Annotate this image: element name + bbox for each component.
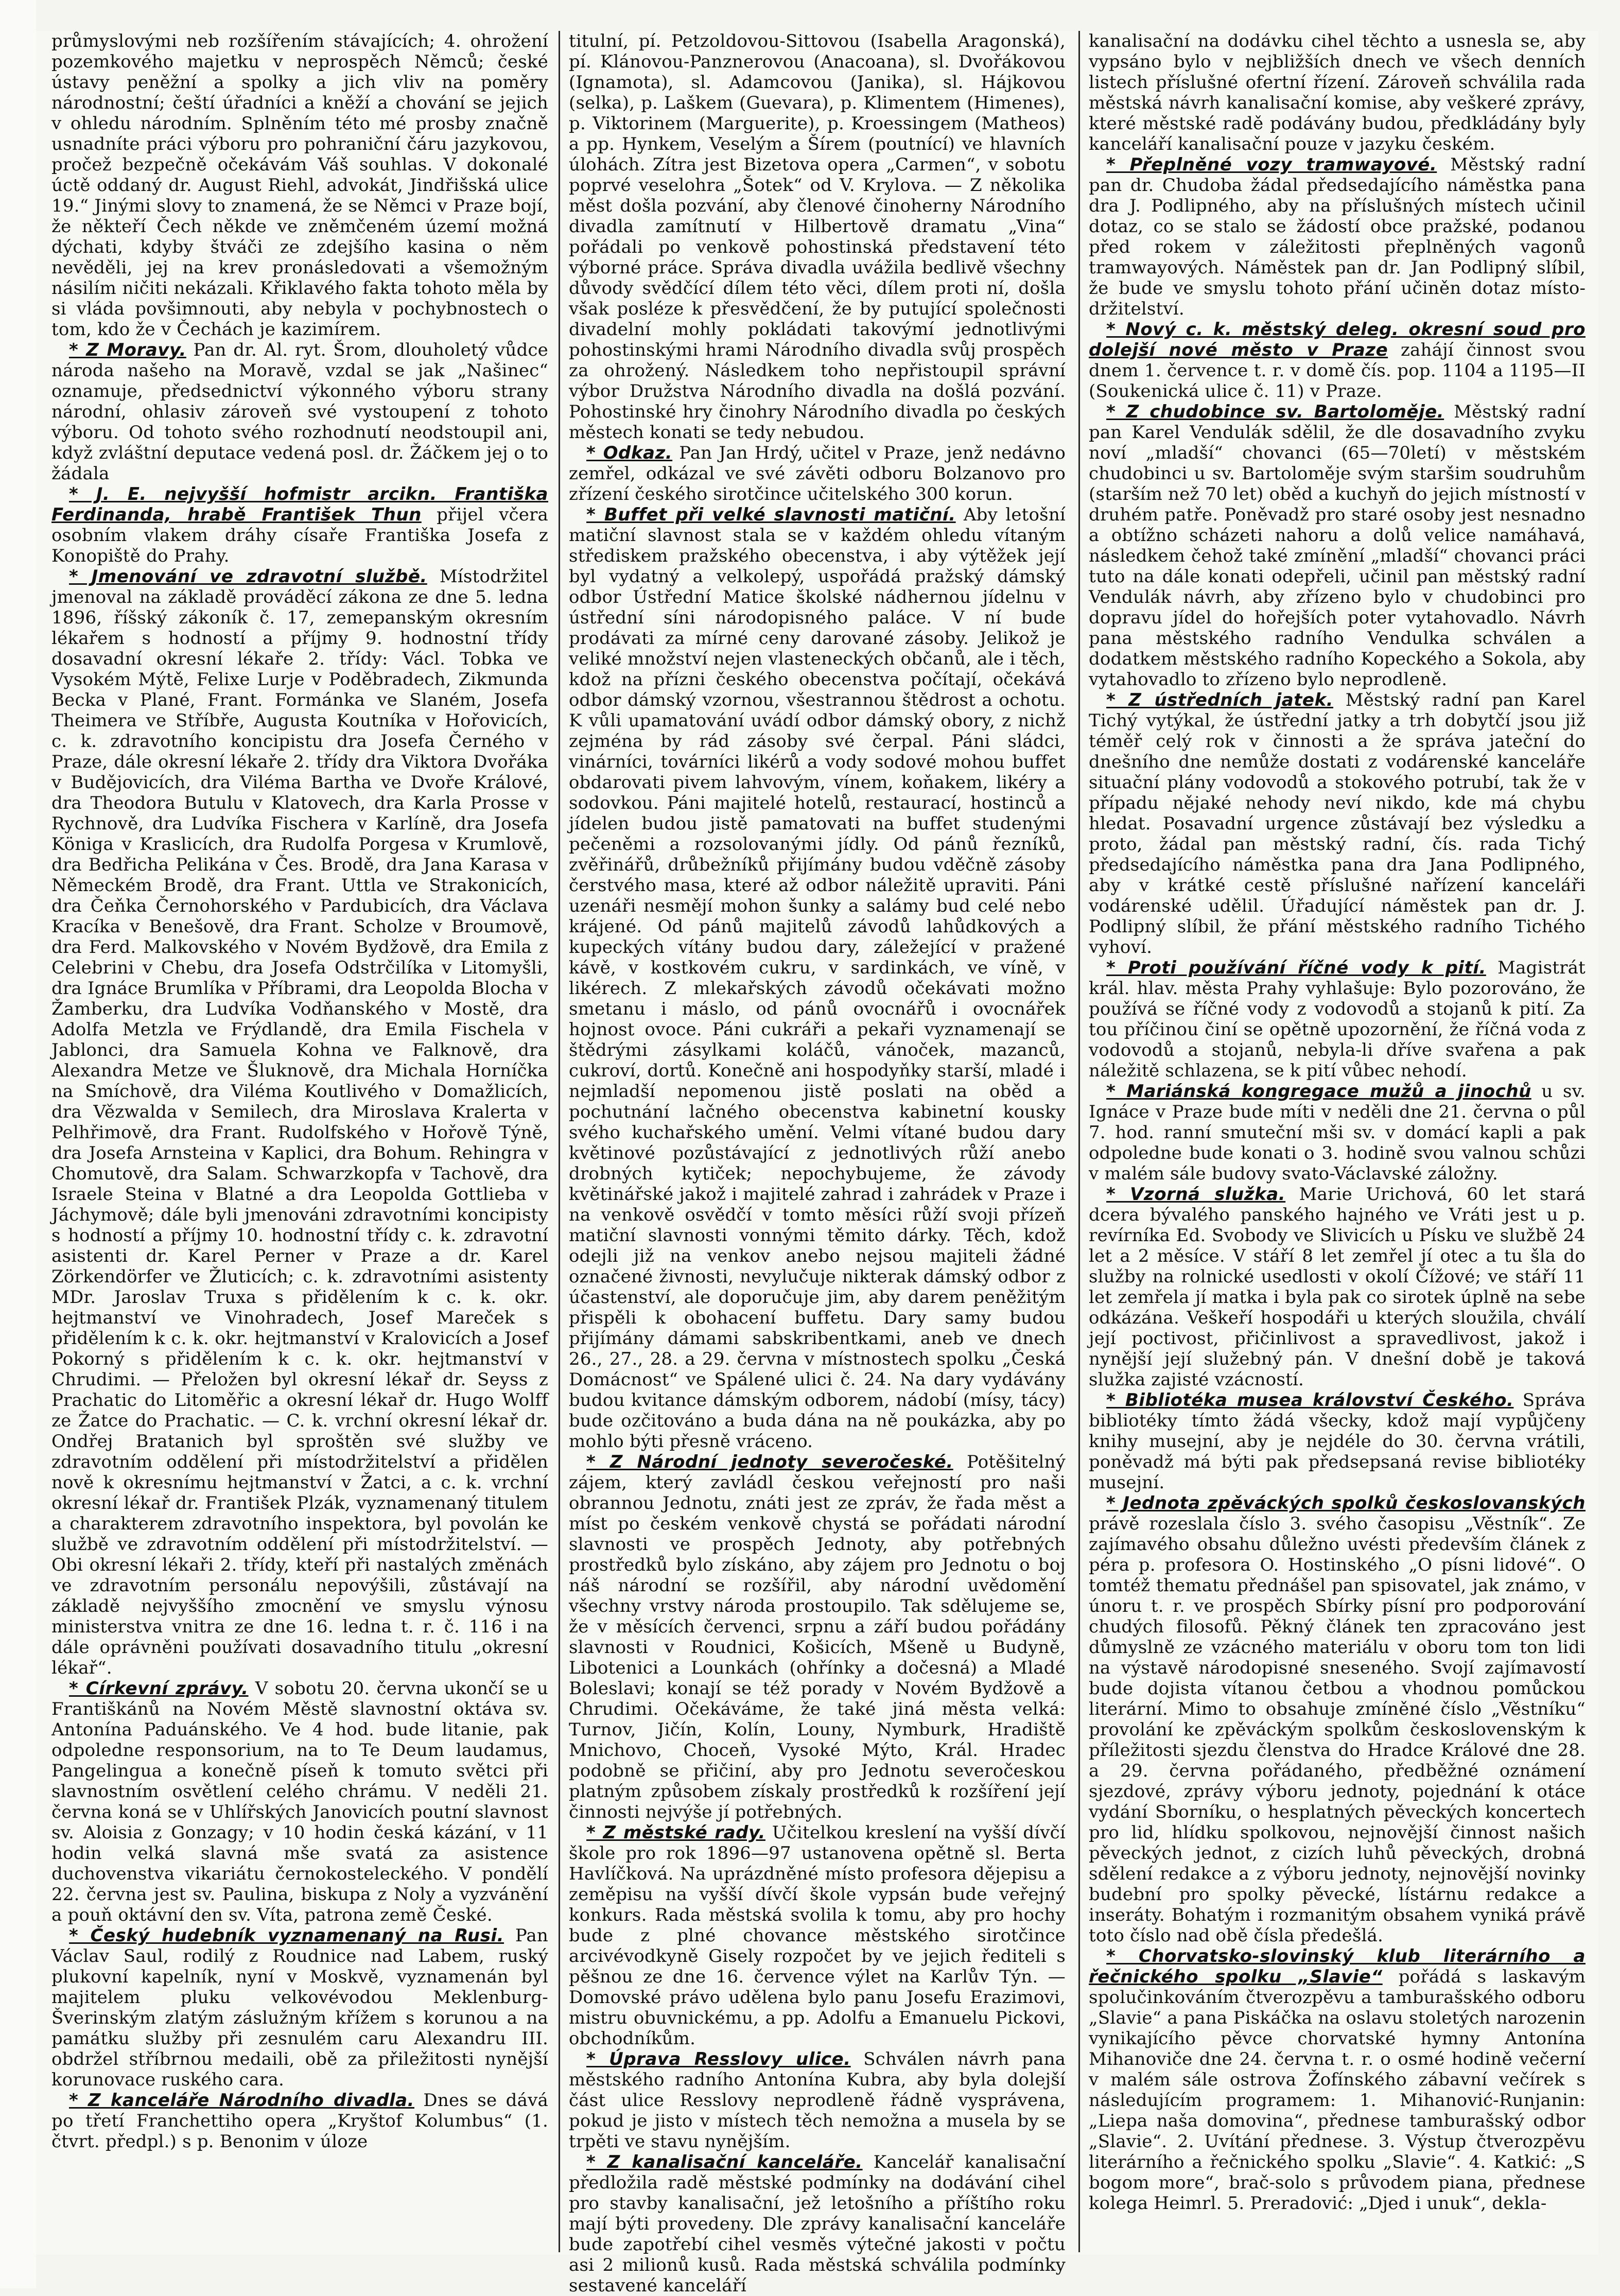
article-heading: * Jednota zpěváckých spolků českoslovanských xyxy=(1106,1493,1586,1514)
article-text: Pan dr. Al. ryt. Šrom, dlouholetý vůdce národa našeho na Moravě, vzdal se jak „Našinec“ oznamuje, předsednictví výkonného výboru strany národní, ohlasiv zároveň své vystoupení z tohoto výboru. Od tohoto svého rozhodnutí neodstoupil ani, když zvláštní deputace vedená posl. dr. Žáčkem jej o to žádala xyxy=(51,340,548,484)
article-paragraph xyxy=(569,2152,1066,2296)
article-paragraph xyxy=(569,2049,1066,2152)
article-paragraph xyxy=(1089,690,1586,958)
article-heading: * Z ústředních jatek. xyxy=(1106,690,1334,710)
article-paragraph xyxy=(51,2090,548,2152)
article-paragraph xyxy=(1089,402,1586,690)
article-heading: * Vzorná služka. xyxy=(1106,1184,1286,1205)
article-paragraph xyxy=(569,1452,1066,1822)
article-paragraph xyxy=(51,1678,548,1925)
article-paragraph xyxy=(1089,1184,1586,1390)
article-heading: * Odkaz. xyxy=(586,443,673,463)
article-heading: * Z kanceláře Národního divadla. xyxy=(69,2090,414,2111)
article-paragraph xyxy=(51,31,548,340)
article-text: Městský radní pan dr. Chudoba žádal předsedajícího náměstka pana dra J. Podlipného, aby na příslušných místech učinil dotaz, co se stalo se žádostí obce pražské, podanou před rokem v záležitosti přeplněných vagonů tramwayových. Náměstek pan dr. Jan Podlipný slíbil, že bude ve smyslu tohoto přání učiněn dotaz místodržitelství. xyxy=(1089,154,1586,319)
article-heading: * Z chudobince sv. Bartoloměje. xyxy=(1106,402,1444,422)
article-text: Marie Urichová, 60 let stará dcera bývalého panského hajného ve Vráti jest u p. revírníka Ed. Svobody ve Slivicích u Písku ve službě 24 let a 2 měsíce. V stáří 8 let zemřel jí otec a tu šla do služby na rolnické usedlosti v okolí Čížové; ve stáří 11 let zemřela jí matka i byla pak co sirotek úplně na sebe odkázána. Veškeří hospodáři u kterých sloužila, chválí její poctivost, přičinlivost a spravedlivost, jakož i nynější její služebný pán. V dnešní době je taková služka zajisté vzácností. xyxy=(1089,1184,1586,1390)
article-text: Městský radní pan Karel Vendulák sdělil, že dle dosavadního zvyku noví „mladší“ chovanci (65—70letí) v městském chudobinci u sv. Bartoloměje svým staršim soudruhům (starším než 70 let) oběd a kuchyň do jejich místností v druhém patře. Poněvadž pro staré osoby jest nesnadno a obtížno scházeti nahoru a dolů velice namáhavá, následkem čehož také zmínění „mladší“ chovanci práci tuto na dále konati odepřeli, učinil pan městský radní Vendulák návrh, aby zřízeno bylo v chudobinci pro dopravu jídel do hořejších poter vytahovadlo. Návrh pana městského radního Vendulka schválen a dodatkem městského radního Kopeckého a Sokola, aby vytahovadlo to zřízeno bylo neprodleně. xyxy=(1089,402,1586,690)
column-3 xyxy=(1089,31,1586,2250)
article-heading: * Z městské rady. xyxy=(586,1822,765,1843)
article-heading: * Proti používání říčné vody k pití. xyxy=(1106,958,1486,978)
article-paragraph xyxy=(1089,319,1586,402)
article-text: Pan Jan Hrdý, učitel v Praze, jenž nedávno zemřel, odkázal ve své závěti odboru Bolzanovo pro zřízení českého sirotčince učitelského 300 korun. xyxy=(569,443,1066,505)
article-text: Dnes se dává po třetí Franchettiho opera „Kryštof Kolumbus“ (1. čtvrt. předpl.) s p. Benonim v úloze xyxy=(51,2090,548,2152)
article-text: Učitelkou kreslení na vyšší dívčí škole pro rok 1896—97 ustanovena opětně sl. Berta Havlíčková. Na uprázdněné místo profesora dějepisu a zeměpisu na vyšší dívčí škole vypsán bude veřejný konkurs. Rada městská svolila k tomu, aby pro hochy bude z plné chovance městského sirotčince arcivévodkyně Gisely rozpočet by ve jejich řediteli s pěšnou ze dne 16. července výlet na Karlův Týn. — Domovské právo udělena bylo panu Josefu Erazimovi, mistru obuvnickému, a pp. Adolfu a Emanuelu Pickovi, obchodníkům. xyxy=(569,1822,1066,2049)
article-heading: * Mariánská kongregace mužů a jinochů xyxy=(1106,1081,1531,1102)
article-heading: * J. E. nejvyšší hofmistr arcikn. Františka Ferdinanda, hrabě František Thun xyxy=(51,484,548,525)
article-text: kanalisační na dodávku cihel těchto a usnesla se, aby vypsáno bylo v nejbližších dnech ve všech denních listech příslušné ofertní řízení. Zároveň schválila rada městská návrh kanalisační komise, aby veškeré zprávy, které městské radě podávány budou, předkládány byly kanceláří kanalisační pouze v jazyku českém. xyxy=(1089,31,1586,154)
article-heading: * Český hudebník vyznamenaný na Rusi. xyxy=(69,1925,504,1946)
article-heading: * Jmenování ve zdravotní službě. xyxy=(69,566,427,587)
article-text: Pan Václav Saul, rodilý z Roudnice nad Labem, ruský plukovní kapelník, nyní v Moskvě, vyznamenán byl majitelem pluku velkovévodou Meklenburg-Šverinským zlatým záslužným křížem s korunou a na památku služby při zesnulém caru Alexandru III. obdržel stříbrnou medaili, obě za přiležitosti nynější korunovace ruského cara. xyxy=(51,1925,548,2090)
article-text: zahájí činnost svou dnem 1. července t. r. v domě čís. pop. 1104 a 1195—II (Soukenická ulice č. 11) v Praze. xyxy=(1089,340,1586,402)
article-paragraph xyxy=(569,443,1066,505)
article-text: přijel včera osobním vlakem dráhy císaře Františka Josefa z Konopiště do Prahy. xyxy=(51,505,548,566)
article-text: V sobotu 20. června ukončí se u Františkánů na Novém Městě slavnostní oktáva sv. Antonína Paduánského. Ve 4 hod. bude litanie, pak odpoledne responsorium, na to Te Deum laudamus, Pangelingua a konečně píseň k tomuto světci při slavnostním osvětlení celého chrámu. V neděli 21. června koná se v Uhlířských Janovicích poutní slavnost sv. Aloisia z Gonzagy; v 10 hodin česká kázání, v 11 hodin velká slavná mše svatá za asistence duchovenstva vikariátu černokosteleckého. V pondělí 22. června jest sv. Paulina, biskupa z Noly a vyzvánění a pouň oktávní den sv. Víta, patrona země České. xyxy=(51,1678,548,1925)
article-text: průmyslovými neb rozšířením stávajících; 4. ohrožení pozemkového majetku v neprospěch Němců; české ústavy peněžní a spolky a jich vliv na poměry národnostní; čeští úřadníci a kněží a chování se jejich v ohledu národním. Splněním této mé prosby značně usnadníte práci výboru pro pohraniční čáru jazykovou, pročež bezpečně očekávám Váš souhlas. V dokonalé úctě oddaný dr. August Riehl, advokát, Jindřišská ulice 19.“ Jinými slovy to znamená, že se Němci v Praze bojí, že někteří Čech někde ve zněmčeném území možná dýchati, kdyby štváči ze zdejšího kasina o něm nevěděli, jej na krev pronásledovati a všemožným násilím ničiti nekázali. Křiklavého fakta tohoto měla by si vláda povšimnouti, aby nebyla v pochybnostech o tom, kdo že v Čechách je kazimírem. xyxy=(51,31,548,340)
newspaper-page xyxy=(36,31,1598,2296)
column-rule xyxy=(559,31,560,2252)
article-paragraph xyxy=(1089,1493,1586,1946)
article-heading: * Přeplněné vozy tramwayové. xyxy=(1106,154,1437,175)
article-paragraph xyxy=(1089,1081,1586,1184)
article-text: Aby letošní matiční slavnost stala se v každém ohledu vítaným střediskem pražského obecenstva, i aby výtěžek její byl vydatný a velkolepý, uspořádá pražský dámský odbor Ústřední Matice školské nádhernou jídelnu v ústřední síni národopisného paláce. V ní bude prodávati za mírné ceny darované zásoby. Jelikož je veliké množství nejen vlasteneckých občanů, ale i těch, kdož na přízni českého obecenstva počítají, očekává odbor dámský vzornou, všestrannou štědrost a ochotu. K vůli upamatování uvádí odbor dámský obory, z nichž zejména by rád zásoby své čerpal. Páni sládci, vinárníci, továrníci likérů a vody sodové mohou buffet obdarovati pivem lahvovým, vínem, koňakem, likéry a sodovkou. Páni majitelé hotelů, restaurací, hostinců a jídelen budou jistě pamatovati na buffet studenými pečeněmi a rozsolovanými jídly. Od pánů řezníků, zvěřinářů, drůbežníků přijímány budou vděčně zásoby čerstvého masa, které až odbor náležitě upraviti. Páni uzenáři nesmějí mohon šunky a salámy bud celé nebo krájené. Od pánů majitelů závodů lahůdkových a kupeckých vítány budou dary, záležející v pražené kávě, v kostkovém cukru, v sardinkách, ve víně, v likérech. Z mlekařských závodů očekávati možno smetanu i máslo, od pánů ovocnářů i ovocnářek hojnost ovoce. Páni cukráři a pekaři vyznamenají se štědrými zásylkami koláčů, vánoček, mazanců, cukroví, dortů. Konečně ani hospodyňky starší, mladé i nejmladší nepomenou jistě poslati na oběd a pochutnání lačného obecenstva kabinetní kousky svého kuchařského umění. Velmi vítané budou dary květinové pozůstávající z jednotlivých růží anebo drobných kytiček; nepochybujeme, že závody květinářské jakož i majitelé zahrad i zahrádek v Praze i na venkově osvědčí v tomto měsíci růží svoji přízeň matiční slavnosti vonnými těmito dárky. Těch, kdož odejli již na venkov anebo nejsou majiteli žádné označené živnosti, nevylučuje nikterak dámský odbor z účastenství, ale doporučuje jim, aby darem peněžitým přispěli k obohacení buffetu. Dary samy budou přijímány dámami sabskribentkami, aneb ve dnech 26., 27., 28. a 29. června v místnostech spolku „Česká Domácnost“ ve Spálené ulici č. 24. Na dary vydávány budou kvitance dámským odborem, nádobí (mísy, tácy) bude ozčitováno a buda dána na ně poukázka, aby po mohlo býti přesně vráceno. xyxy=(569,505,1066,1452)
article-heading: * Z kanalisační kanceláře. xyxy=(586,2152,863,2172)
article-heading: * Úprava Resslovy ulice. xyxy=(586,2049,851,2069)
article-paragraph xyxy=(569,505,1066,1452)
column-1 xyxy=(51,31,548,2250)
article-heading: * Z Moravy. xyxy=(69,340,186,360)
article-text: titulní, pí. Petzoldovou-Sittovou (Isabella Aragonská), pí. Klánovou-Panznerovou (Anacoana), sl. Dvořákovou (Ignamota), sl. Adamcovou (Janika), sl. Hájkovou (selka), p. Laškem (Guevara), p. Klimentem (Himenes), p. Viktorinem (Marguerite), p. Kroessingem (Matheos) a pp. Hynkem, Veselým a Šírem (poutnící) ve hlavních úlohách. Zítra jest Bizetova opera „Carmen“, v sobotu poprvé veselohra „Šotek“ od V. Krylova. — Z několika měst došla pozvání, aby členové činoherny Národního divadla zamítnutí v Hilbertově dramatu „Vina“ pořádali po venkově pohostinská představení této výborné práce. Správa divadla uvážila bedlivě všechny důvody svědčící dílem této věci, dílem proti ní, došla však posléze k přesvědčení, že by putující společnosti divadelní mohly pokládati takovýmí jednotlivými pohostinskými hrami Národního divadla svůj prospěch za ohrožený. Následkem toho nepřistoupil správní výbor Družstva Národního divadla na došlá pozvání. Pohostinské hry činohry Národního divadla po českých městech konati se tedy nebudou. xyxy=(569,31,1066,443)
article-text: Magistrát král. hlav. města Prahy vyhlašuje: Bylo pozorováno, že používá se říčné vody z vodovodů a stojanů k pití. Za tou příčinou činí se opětně upozornění, že říčná voda z vodovodů a stojanů, nebyla-li dříve svařena a pak náležitě schlazena, se k pití vůbec nehodí. xyxy=(1089,958,1586,1081)
article-text: Schválen návrh pana městského radního Antonína Kubra, aby byla dolejší část ulice Resslovy neprodleně řádně vysprávena, pokud je jisto v místech těch nemožna a musela by se trpěti ve stavu nynějším. xyxy=(569,2049,1066,2152)
article-text: Kancelář kanalisační předložila radě městské podmínky na dodávání cihel pro stavby kanalisační, jež letošního a příštího roku mají býti provedeny. Dle zprávy kanalisační kanceláře bude zapotřebí cihel vesměs výtečné jakosti v počtu asi 2 milionů kusů. Rada městská schválila podmínky sestavené kanceláří xyxy=(569,2152,1066,2296)
article-text: právě rozeslala číslo 3. svého časopisu „Věstník“. Ze zajímavého obsahu důležno uvésti především článek z péra p. profesora O. Hostinského „O písni lidové“. O tomtéž thematu přednášel pan spisovatel, jak známo, v únoru t. r. ve prospěch Sbírky písní pro podporování chudých filosofů. Pěkný článek ten zpracováno jest důmyslně ze vzácného materiálu v oboru tom ton lidi na výstavě národopisné snesenéhо. Svojí zajímavostí bude dojista vítanou četbou a vhodnou pomůckou literární. Mimo to obsahuje zmíněné číslo „Věstníku“ provolání ke zpěváckým spolkům československým k příležitosti sjezdu členstva do Hradce Králové dne 28. a 29. června pořádaného, předběžné oznámení sjezdové, zprávy výboru jednoty, pojednání k otáce vydání Sborníku, o hesplatných pěveckých koncertech pro lid, hlídku spolkovou, nejnovější činnost našich pěveckých jednot, z cizích luhů pěveckých, drobná sdělení redakce a z výboru jednoty, nejnovější novinky budební pro spolky pěvecké, lístárnu redakce a inseráty. Bohatým i rozmanitým obsahem vyniká právě toto číslo nad obě čísla předešlá. xyxy=(1089,1514,1586,1946)
article-text: Potěšitelný zájem, který zavládl českou veřejností pro naši obrannou Jednotu, znáti jest ze zpráv, že řada měst a míst po českém venkově chystá se pořádati národní slavnosti ve prospěch Jednoty, aby potřebných prostředků bylo získáno, aby zájem pro Jednotu o boj náš národní se rozšířil, aby národní uvědomění všechny vrstvy národa prostoupilo. Tak sdělujeme se, že v měsících červenci, srpnu a září budou pořádány slavnosti v Roudnici, Košicích, Mšeně u Budyně, Libotenici a Lounkách (ohřínky a dočesná) a Mladé Boleslavi; konají se též porady v Novém Bydžově a Chrudimi. Očekáváme, že také jiná města velká: Turnov, Jičín, Kolín, Louny, Nymburk, Hradiště Mnichovo, Choceň, Vysoké Mýto, Král. Hradec podobně se přičiní, aby pro Jednotu severočeskou platným způsobem získaly prostředků k rozšíření její činnosti nejvýše jí potřebných. xyxy=(569,1452,1066,1822)
article-paragraph xyxy=(1089,1946,1586,2214)
article-paragraph xyxy=(569,31,1066,443)
article-heading: * Chorvatsko-slovinský klub literárního a řečnického spolku „Slavie“ xyxy=(1089,1946,1586,1987)
article-heading: * Buffet při velké slavnosti matiční. xyxy=(586,505,956,525)
article-paragraph xyxy=(51,484,548,566)
article-text: pořádá s laskavým spolučinkováním čtverozpěvu a tamburašského odboru „Slavie“ a pana Piskáčka na oslavu stoletých narozenin vynikajícího pěvce chorvatské hymny Antonína Mihanoviče dne 24. června t. r. o osmé hodině večerní v malém sále ostrova Žofínského zábavní večírek s následujícím programem: 1. Mihanović-Runjanin: „Liepa naša domovina“, přednese tamburašský odbor „Slavie“. 2. Uvítání přednese. 3. Výstup čtverozpěvu literárního a řečnického spolku „Slavie“. 4. Katkić: „S bogom more“, brač-solo s průvodem piana, přednese kolega Heimrl. 5. Preradović: „Djed i unuk“, dekla- xyxy=(1089,1967,1586,2214)
article-paragraph xyxy=(1089,154,1586,319)
article-paragraph xyxy=(51,340,548,484)
article-heading: * Bibliotéka musea království Českého. xyxy=(1106,1390,1514,1411)
article-paragraph xyxy=(1089,1390,1586,1493)
article-paragraph xyxy=(1089,958,1586,1081)
article-heading: * Nový c. k. městský deleg. okresní soud pro dolejší nové město v Praze xyxy=(1089,319,1586,360)
article-heading: * Církevní zprávy. xyxy=(69,1678,249,1699)
page-margin xyxy=(0,0,36,2288)
article-paragraph xyxy=(569,1822,1066,2049)
article-paragraph xyxy=(51,566,548,1678)
article-text: Správa bibliotéky tímto žádá všecky, kdož mají vypůjčeny knihy musejní, aby je nejdéle do 30. června vrátili, poněvadž má býti pak předsepsaná revise bibliotéky musejní. xyxy=(1089,1390,1586,1493)
article-text: Městský radní pan Karel Tichý vytýkal, že ústřední jatky a trh dobytčí jsou již téměř celý rok v činnosti a že správa jateční do dnešního dne nemůže dostati z vodárenské kanceláře situační plány vodovodů a stokového potrubí, tak že v případu nějaké nehody neví nikdo, kde má chybu hledat. Posavadní urgence zůstávají bez výsledku a proto, žádal pan městský radní, čís. rada Tichý předsedajícího náměstka pana dra Jana Podlipného, aby v krátké cestě příslušné nařízení kanceláři vodárenské udělil. Úřadující náměstek pan dr. J. Podlipný slíbil, že přání městského radního Tichého vyhoví. xyxy=(1089,690,1586,958)
article-paragraph xyxy=(1089,31,1586,154)
column-2 xyxy=(569,31,1066,2296)
article-heading: * Z Národní jednoty severočeské. xyxy=(586,1452,953,1472)
article-text: u sv. Ignáce v Praze bude míti v neděli dne 21. června o půl 7. hod. ranní smuteční mši sv. v domácí kapli a pak odpoledne bude konati o 3. hodině svou valnou schůzi v malém sále budovy svato-Václavské záložny. xyxy=(1089,1081,1586,1184)
article-text: Místodržitel jmenoval na základě prováděcí zákona ze dne 5. ledna 1896, říšský zákoník č. 17, zemepanským okresním lékařem s hodností a příjmy 9. hodnostní třídy dosavadní okresní lékaře 2. třídy: Václ. Tobka ve Vysokém Mýtě, Felixe Lurje v Poděbradech, Zikmunda Becka v Plané, Frant. Formánka ve Slaném, Josefa Theimera ve Stříbře, Augusta Koutníka v Hořovicích, c. k. zdravotního koncipistu dra Josefa Černého v Praze, dále okresní lékaře 2. třídy dra Viktora Dvořáka v Budějovicích, dra Viléma Bartha ve Dvoře Králové, dra Theodora Butulu v Klatovech, dra Karla Prosse v Rychnově, dra Ludvíka Fischera v Karlíně, dra Josefa Königa v Kraslicích, dra Rudolfa Porgesa v Krumlově, dra Bedřicha Pelikána v Čes. Brodě, dra Jana Karasa v Německém Brodě, dra Frant. Uttla ve Strakonicích, dra Čeňka Černohorského v Pardubicích, dra Václava Kracíka v Benešově, dra Frant. Scholze v Broumově, dra Ferd. Malkovského v Novém Bydžově, dra Emila z Celebrini v Chebu, dra Josefa Odstrčilíka v Litomyšli, dra Ignáce Brumlíka v Příbrami, dra Leopolda Blocha v Žamberku, dra Ludvíka Vodňanského v Mostě, dra Adolfa Metzla ve Frýdlandě, dra Emila Fischela v Jablonci, dra Samuela Kohna ve Falknově, dra Alexandra Metze ve Šluknově, dra Michala Horníčka na Smíchově, dra Viléma Koutlivého v Domažlicích, dra Vězwalda v Semilech, dra Miroslava Kralerta v Pelhřimově, dra Frant. Rudolfského v Hořově Týně, dra Josefa Arnsteina v Kaplici, dra Bohum. Rehingra v Chomutově, dra Salam. Schwarzkopfa v Tachově, dra Israele Steina v Blatné a dra Leopolda Gottlieba v Jáchymově; dále byli jmenováni zdravotními koncipisty s hodností a příjmy 10. hodnostní třídy c. k. zdravotní asistenti dr. Karel Perner v Praze a dr. Karel Zörkendörfer ve Žluticích; c. k. zdravotními asistenty MDr. Jaroslav Truxa s přidělením k c. k. okr. hejtmanství ve Vinohradech, Josef Mareček s přidělením k c. k. okr. hejtmanství v Kralovicích a Josef Pokorný s přidělením k c. k. okr. hejtmanství v Chrudimi. — Přeložen byl okresní lékař dr. Seyss z Prachatic do Litoměřic a okresní lékař dr. Hugo Wolff ze Žatce do Prachatic. — C. k. vrchní okresní lékař dr. Ondřej Bratanich byl sproštěn své služby ve zdravotním oddělení při místodržitelství a přidělen nově k okresnímu hejtmanství v Žatci, a c. k. vrchní okresní lékař dr. František Plzák, vyznamenaný titulem a charakterem zdravotního inspektora, byl povolán ke službě ve zdravotním oddělení při místodržitelství. — Obi okresní lékaři 2. třídy, kteří při nastalých změnách ve zdravotním personálu nepovýšili, zůstávají na základě nejvyššího zmocnění ve smyslu výnosu ministerstva vnitra ze dne 16. ledna t. r. č. 116 i na dále oprávněni používati dosavadního titulu „okresní lékař“. xyxy=(51,566,548,1678)
column-rule xyxy=(1078,31,1080,2252)
article-paragraph xyxy=(51,1925,548,2090)
